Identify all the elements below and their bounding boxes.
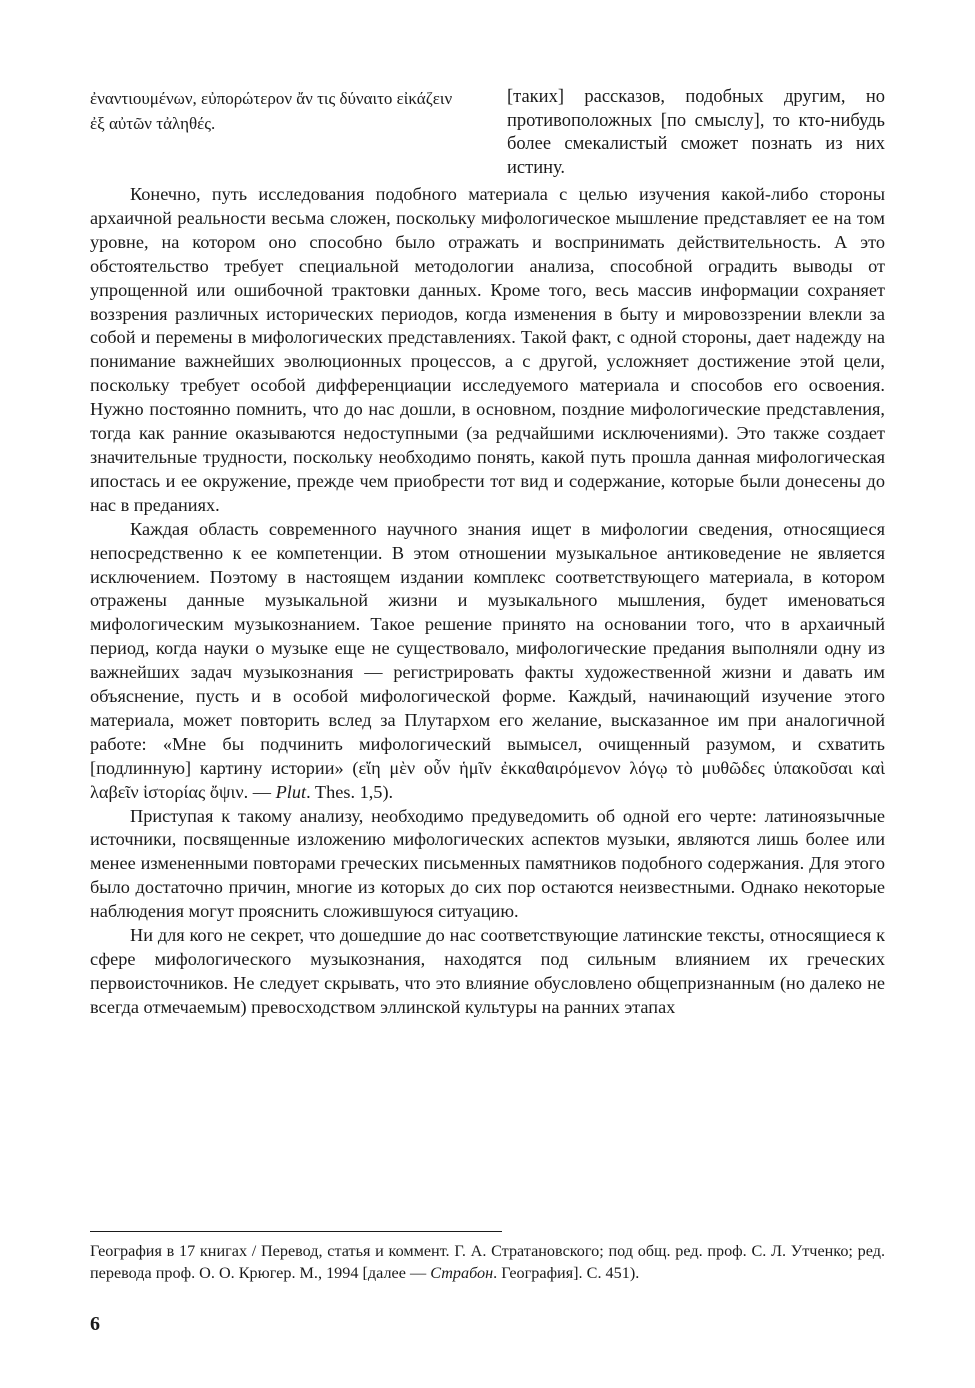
page-number: 6	[90, 1313, 100, 1335]
footnote-text-a: География в 17 книгах / Перевод, статья и коммент. Г. А. Стратановского; под общ. ред. проф. С. Л. Утченко; ред. перевода проф. О. О. Крюгер. М., 1994 [далее —	[90, 1242, 885, 1282]
footnote	[90, 1240, 885, 1284]
footnote-separator	[90, 1231, 502, 1232]
epigraph-quote	[90, 86, 885, 180]
paragraph-3: Приступая к такому анализу, необходимо предуведомить об одной его черте: латиноязычные источники, посвященные изложению мифологических аспектов музыки, являются лишь более или менее измененными повторами греческих письменных памятников подобного содержания. Для этого было достаточно причин, многие из которых до сих пор остаются неизвестными. Однако некоторые наблюдения могут прояснить сложившуюся ситуацию.	[90, 805, 885, 922]
paragraph-2	[90, 518, 885, 805]
main-text	[90, 183, 885, 1020]
footnote-text-b: . География]. С. 451).	[493, 1264, 640, 1282]
plutarch-citation: . Thes. 1,5).	[306, 781, 394, 802]
footnote-italic: Страбон	[430, 1264, 494, 1282]
quote-translation: [таких] рассказов, подобных другим, но противоположных [по смыслу], то кто-нибудь более смекалистый сможет познать из них истину.	[507, 87, 885, 178]
greek-quote: ἐναντιουμένων, εὐπορώτερον ἄν τις δύναιτο εἰκάζειν ἐξ αὐτῶν τἀληθές.	[90, 89, 453, 133]
paragraph-2-text: Каждая область современного научного знания ищет в мифологии сведения, относящиеся непосредственно к ее компетенции. В этом отношении музыкальное антиковедение не является исключением. Поэтому в настоящем издании комплекс соответствующего материала, в котором отражены данные музыкальной жизни и музыкального мышления, будет именоваться мифологическим музыкознанием. Такое решение принято на основании того, что в архаичный период, когда науки о музыке еще не существовало, мифологические предания выполняли одну из важнейших задач музыкознания — регистрировать факты художественной жизни и давать им объяснение, пусть и в особой мифологической форме. Каждый, начинающий изучение этого материала, может повторить вслед за Плутархом его желание, высказанное им при аналогичной работе: «Мне бы подчинить мифологический вымысел, очищенный разумом, и схватить [подлинную] картину истории» (εἴη μὲν οὖν ἡμῖν ἐκκαθαιρόμενον λόγῳ τὸ μυθῶδες ὑπακοῦσαι καὶ λαβεῖν ἱστορίας ὄψιν. —	[90, 518, 885, 802]
paragraph-1: Конечно, путь исследования подобного материала с целью изучения какой-либо стороны архаичной реальности весьма сложен, поскольку мифологическое мышление представляет ее на том уровне, на котором оно способно было отражать и воспринимать действительность. А это обстоятельство требует специальной методологии анализа, способной оградить выводы от упрощенной или ошибочной трактовки данных. Кроме того, весь массив информации сохраняет воззрения различных исторических периодов, когда изменения в быту и мировоззрении влекли за собой и перемены в мифологических представлениях. Такой факт, с одной стороны, дает надежду на понимание важнейших эволюционных процессов, а с другой, усложняет достижение этой цели, поскольку требует особой дифференциации исследуемого материала и способов его освоения. Нужно постоянно помнить, что до нас дошли, в основном, поздние мифологические представления, тогда как ранние оказываются недоступными (за редчайшими исключениями). Это также создает значительные трудности, поскольку необходимо понять, какой путь прошла данная мифологическая ипостась и ее окружение, прежде чем приобрести тот вид и содержание, которые были донесены до нас в преданиях.	[90, 184, 885, 515]
plutarch-author: Plut	[275, 781, 307, 802]
paragraph-4: Ни для кого не секрет, что дошедшие до нас соответствующие латинские тексты, относящиеся к сфере мифологического музыкознания, находятся под сильным влиянием их греческих первоисточников. Не следует скрывать, что это влияние обусловлено общепризнанным (но далеко не всегда отмечаемым) превосходством эллинской культуры на ранних этапах	[90, 925, 885, 1017]
